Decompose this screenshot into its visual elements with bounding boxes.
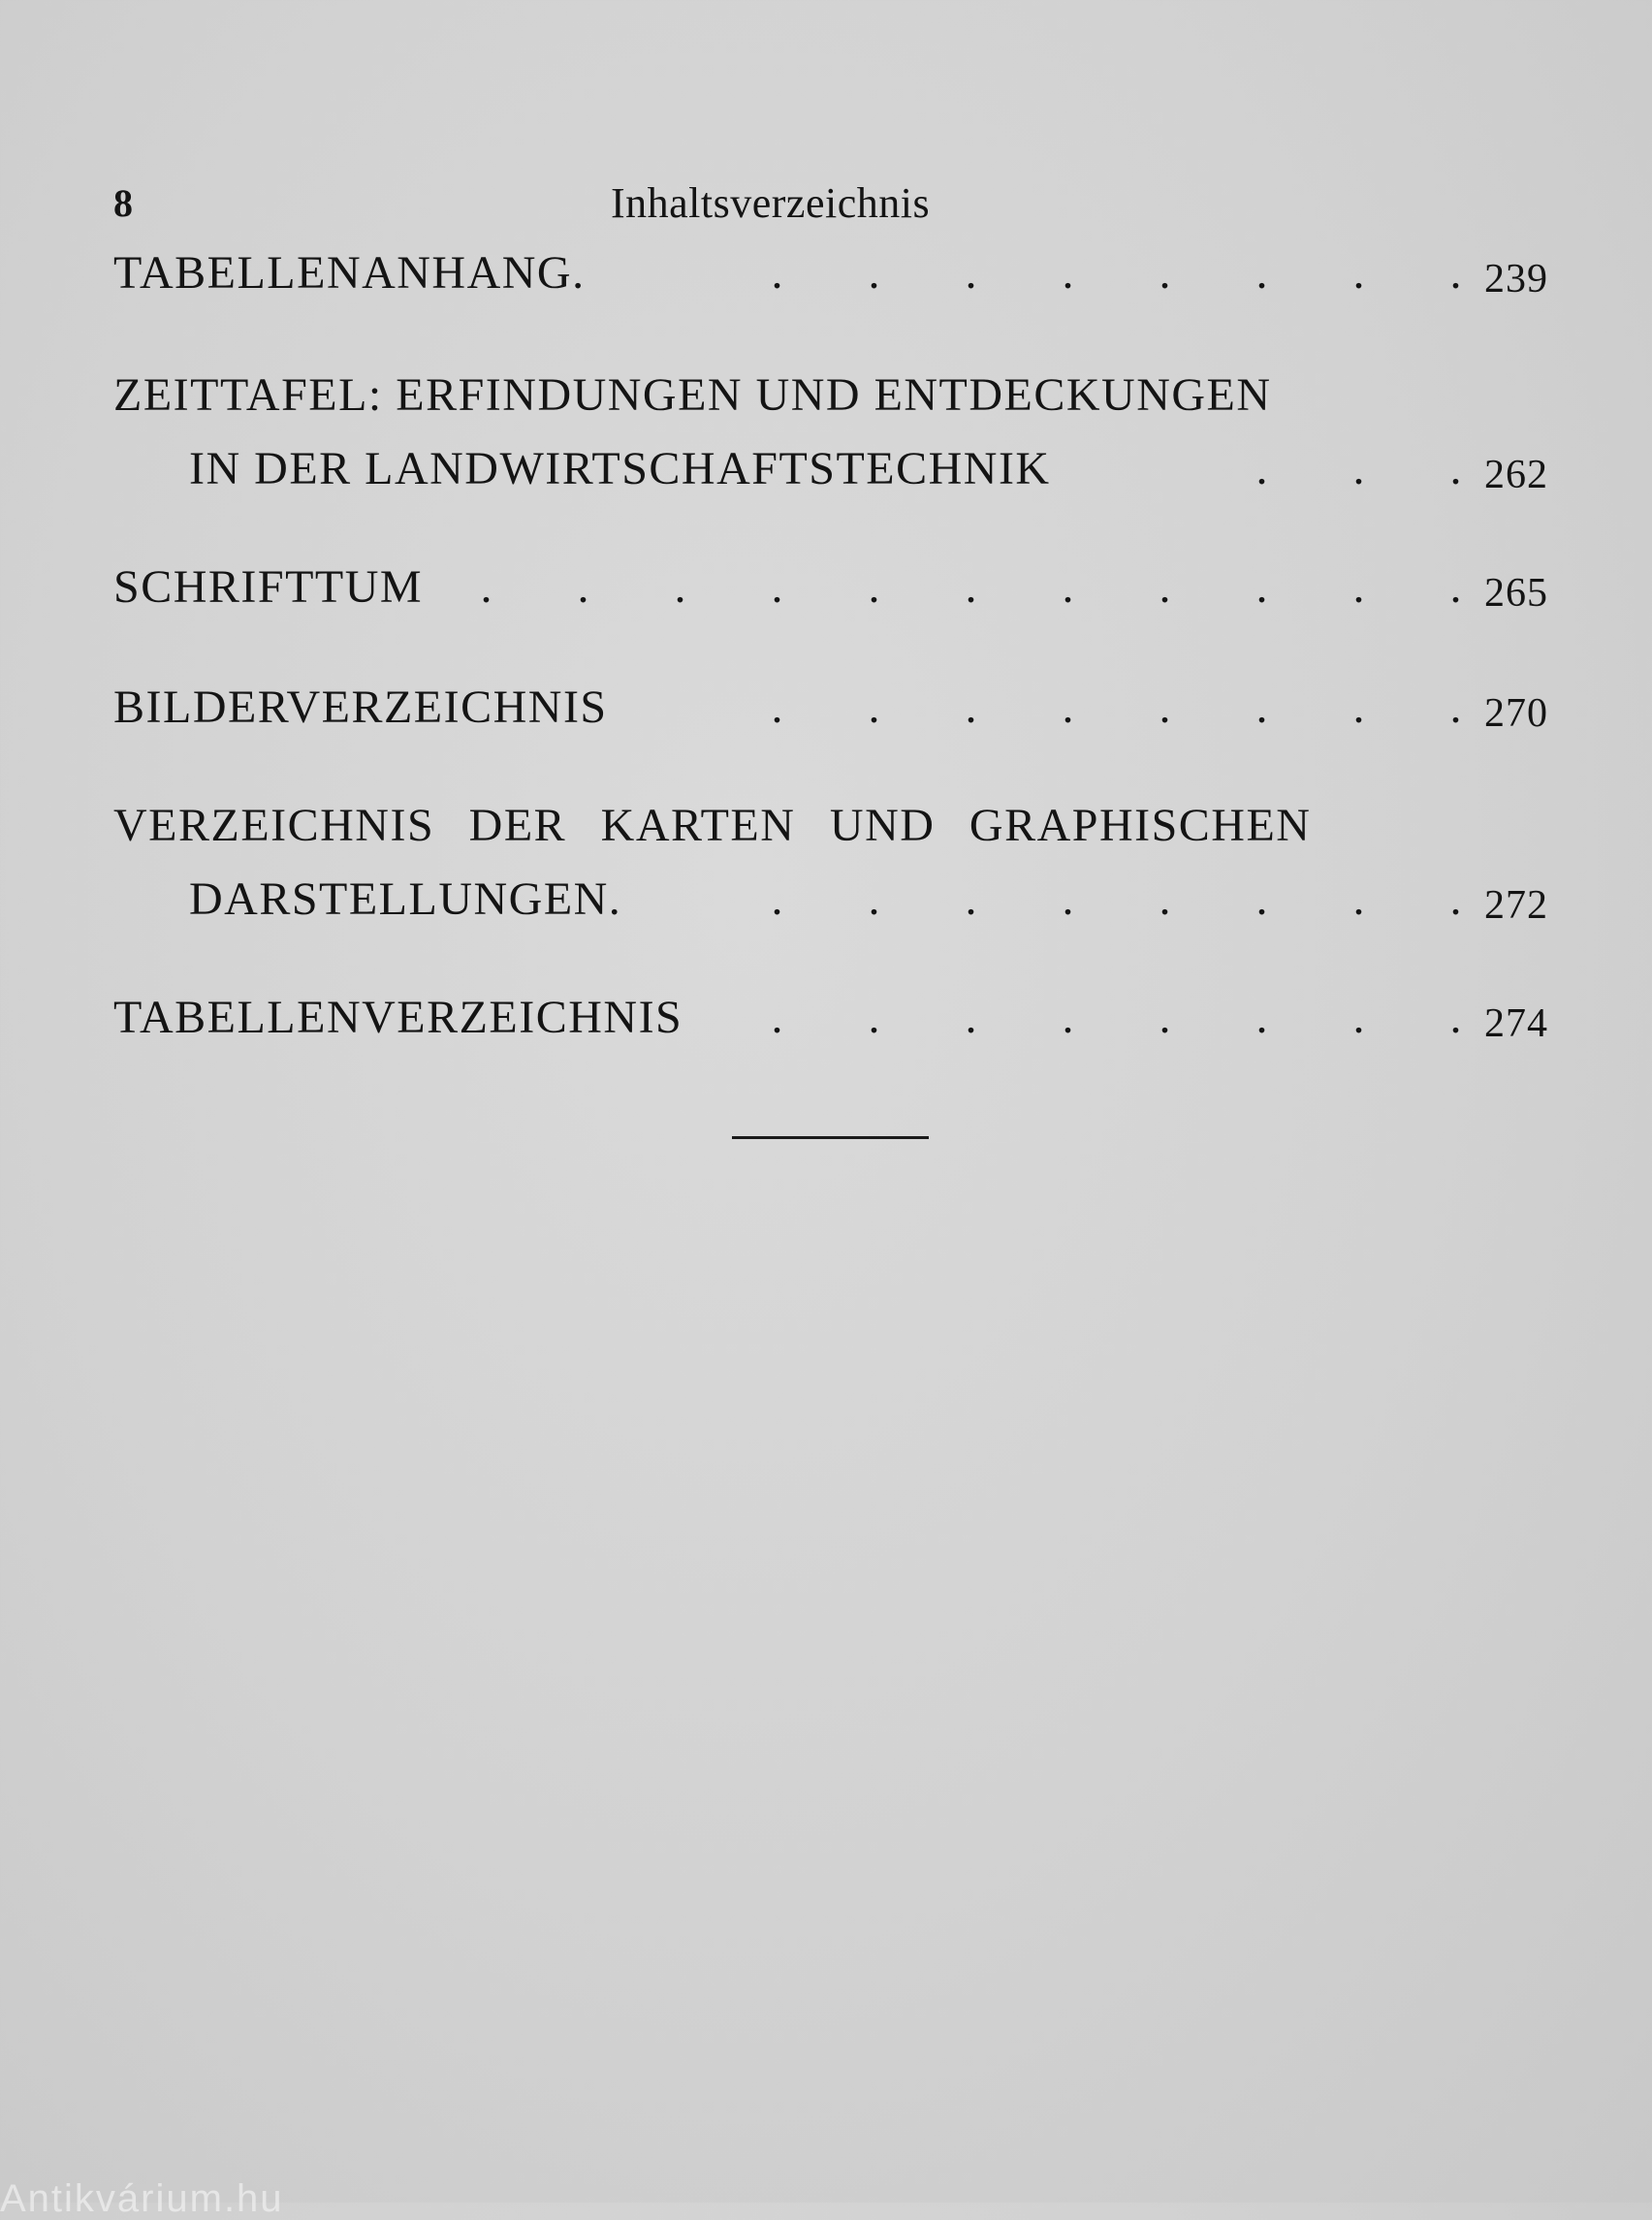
toc-line — [113, 359, 1548, 432]
toc-line-continuation — [113, 863, 1548, 936]
dot-leader: . . . . . . . . — [771, 682, 1463, 733]
toc-page-ref: 270 — [1484, 691, 1548, 736]
toc-entry-karten-verzeichnis — [113, 789, 1548, 936]
toc-entry-title: VERZEICHNIS DER KARTEN UND GRAPHISCHEN — [113, 800, 1312, 851]
watermark: Antikvárium.hu — [0, 2177, 284, 2220]
toc-entry-title-continuation: IN DER LANDWIRTSCHAFTSTECHNIK — [189, 443, 1051, 494]
dot-leader: . . . . . . . . — [771, 873, 1463, 925]
toc-entry-title: TABELLENVERZEICHNIS — [113, 992, 683, 1043]
toc-entry-zeittafel — [113, 359, 1548, 506]
dot-leader: . . . — [1255, 443, 1463, 494]
toc-line — [113, 671, 1548, 745]
section-separator-rule — [732, 1136, 929, 1139]
toc-entry-tabellenanhang — [113, 237, 1548, 310]
toc-line — [113, 551, 1548, 624]
dot-leader: . . . . . . . . . . . — [480, 561, 1463, 613]
running-title: Inhaltsverzeichnis — [611, 179, 931, 227]
toc-line — [113, 789, 1548, 863]
toc-entry-tabellenverzeichnis — [113, 981, 1548, 1055]
toc-entry-schrifttum — [113, 551, 1548, 624]
toc-entry-title: TABELLENANHANG. — [113, 247, 586, 299]
toc-entry-title: SCHRIFTTUM — [113, 561, 424, 613]
toc-page-ref: 239 — [1484, 257, 1548, 301]
toc-entry-title-continuation: DARSTELLUNGEN. — [189, 873, 622, 925]
dot-leader: . . . . . . . . — [771, 992, 1463, 1043]
page-number: 8 — [113, 181, 133, 225]
toc-page-ref: 274 — [1484, 1001, 1548, 1046]
toc-entry-title: BILDERVERZEICHNIS — [113, 682, 608, 733]
toc-entry-bilderverzeichnis — [113, 671, 1548, 745]
toc-page-ref: 272 — [1484, 883, 1548, 928]
toc-page-ref: 265 — [1484, 571, 1548, 616]
toc-line — [113, 237, 1548, 310]
toc-entry-title: ZEITTAFEL: ERFINDUNGEN UND ENTDECKUNGEN — [113, 369, 1272, 421]
toc-line-continuation — [113, 432, 1548, 506]
dot-leader: . . . . . . . . — [771, 247, 1463, 299]
toc-page-ref: 262 — [1484, 453, 1548, 497]
toc-line — [113, 981, 1548, 1055]
